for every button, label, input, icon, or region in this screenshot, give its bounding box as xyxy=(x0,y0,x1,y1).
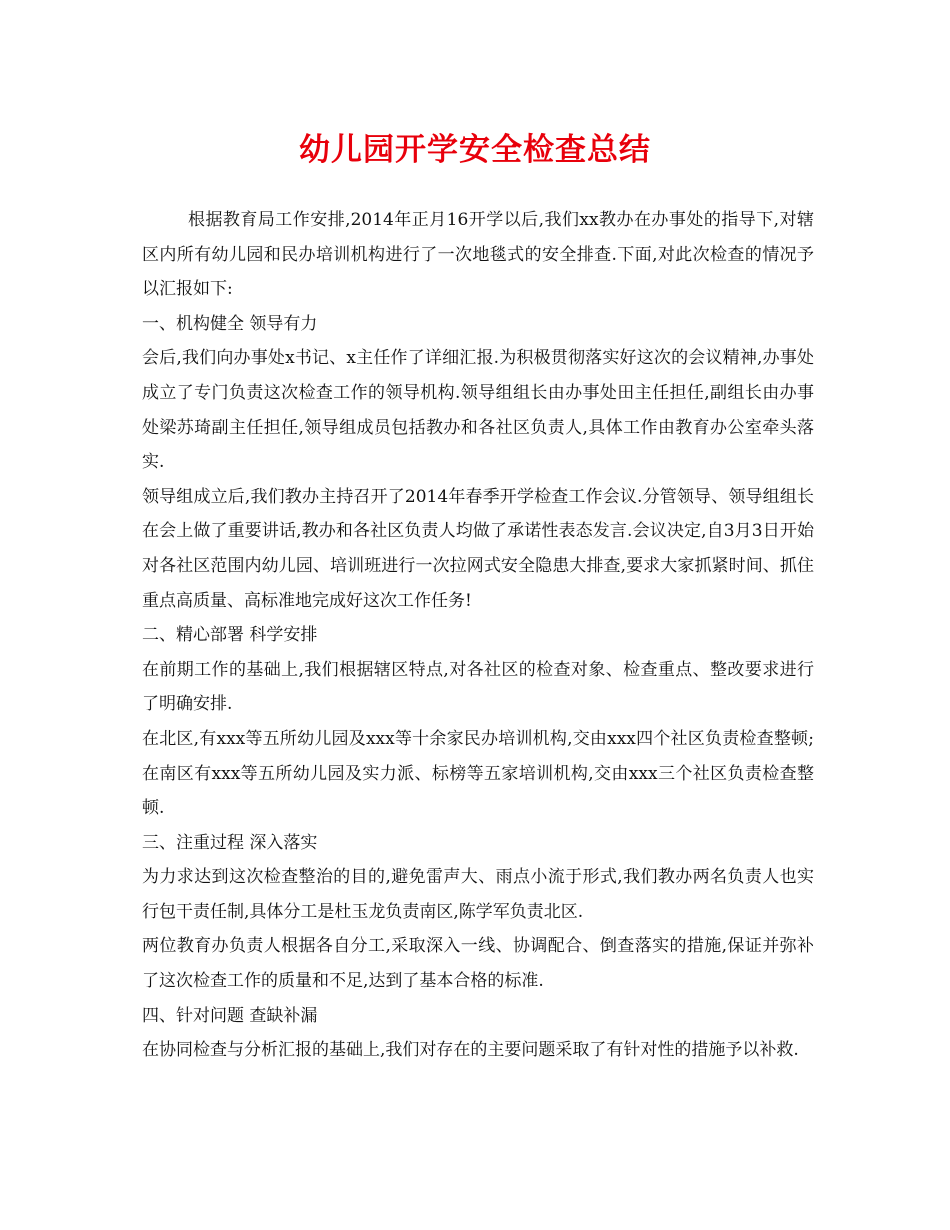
body-paragraph: 领导组成立后,我们教办主持召开了2014年春季开学检查工作会议.分管领导、领导组组长在会上做了重要讲话,教办和各社区负责人均做了承诺性表态发言.会议决定,自3月3日开始对各社区范围内幼儿园、培训班进行一次拉网式安全隐患大排查,要求大家抓紧时间、抓住重点高质量、高标准地完成好这次工作任务! xyxy=(142,486,814,611)
body-paragraph: 两位教育办负责人根据各自分工,采取深入一线、协调配合、倒查落实的措施,保证并弥补了这次检查工作的质量和不足,达到了基本合格的标准. xyxy=(142,936,814,992)
body-paragraph: 在北区,有xxx等五所幼儿园及xxx等十余家民办培训机构,交由xxx四个社区负责检查整顿;在南区有xxx等五所幼儿园及实力派、标榜等五家培训机构,交由xxx三个社区负责检查整顿. xyxy=(142,728,814,819)
section-heading-1: 一、机构健全 领导有力 xyxy=(142,313,318,334)
section-heading-4: 四、针对问题 查缺补漏 xyxy=(142,1005,318,1026)
document-body xyxy=(142,203,814,1068)
intro-paragraph: 根据教育局工作安排,2014年正月16开学以后,我们xx教办在办事处的指导下,对辖区内所有幼儿园和民办培训机构进行了一次地毯式的安全排查.下面,对此次检查的情况予以汇报如下: xyxy=(142,210,814,300)
section-heading-3: 三、注重过程 深入落实 xyxy=(142,832,318,853)
page-title: 幼儿园开学安全检查总结 xyxy=(299,132,651,168)
body-paragraph: 在前期工作的基础上,我们根据辖区特点,对各社区的检查对象、检查重点、整改要求进行了明确安排. xyxy=(142,659,814,715)
body-paragraph: 为力求达到这次检查整治的目的,避免雷声大、雨点小流于形式,我们教办两名负责人也实行包干责任制,具体分工是杜玉龙负责南区,陈学军负责北区. xyxy=(142,867,814,922)
section-heading-2: 二、精心部署 科学安排 xyxy=(142,625,318,646)
body-paragraph: 会后,我们向办事处x书记、x主任作了详细汇报.为积极贯彻落实好这次的会议精神,办事处成立了专门负责这次检查工作的领导机构.领导组组长由办事处田主任担任,副组长由办事处梁苏琦副主任担任,领导组成员包括教办和各社区负责人,具体工作由教育办公室牵头落实. xyxy=(142,348,814,473)
body-paragraph: 在协同检查与分析汇报的基础上,我们对存在的主要问题采取了有针对性的措施予以补救. xyxy=(142,1040,799,1061)
